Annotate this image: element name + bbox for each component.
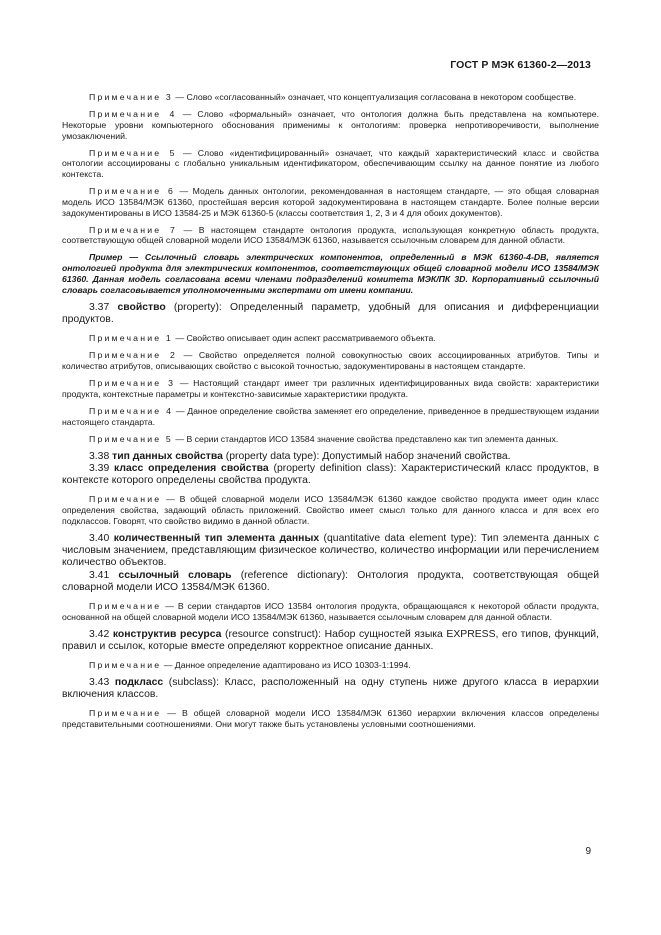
definition-term: подкласс [114, 676, 164, 688]
note-label: Примечание 5 [89, 147, 177, 158]
definition-term: свойство [117, 302, 166, 313]
definition-text: (resource construct): Набор сущностей языка EXPRESS, его типов, функций, правил и ссылок, которые вместе определяют корректное описание данных. [62, 628, 599, 652]
note-label: Примечание [89, 708, 162, 719]
note-text: — В общей словарной модели ИСО 13584/МЭК 61360 иерархии включения классов определены представительными соотношениями. Они могут также быть установлены условными соотношениями. [62, 708, 599, 729]
standard-header: ГОСТ Р МЭК 61360-2—2013 [450, 59, 591, 71]
note-text: — Модель данных онтологии, рекомендованная в настоящем стандарте, — это общая словарная модель ИСО 13584/МЭК 61360, простейшая версия которой задокументирована в настоящем стандарте. Более полные версии задокументированы в ИСО 13584-25 и МЭК 61360-5 (классы соответствия 1, 2, 3 и 4 для обоих документов). [62, 186, 599, 218]
note-text: — Слово «формальный» означает, что онтология должна быть представлена на компьютере. Некоторые уровни компьютерного обоснования применимы к онтологиям: проверка непротиворечивости, выполнение умозаключений. [62, 109, 599, 141]
note-label: Примечание [89, 494, 162, 505]
definition-paragraph [62, 463, 599, 488]
note-text: — Слово «идентифицированный» означает, что каждый характеристический класс и свойства онтологии ассоциированы с глобально уникальным идентификатором, обеспечивающим ссылку на данное понятие из любого контекста. [62, 147, 599, 179]
note-paragraph [62, 109, 599, 141]
definition-number: 3.42 [89, 628, 113, 640]
note-text: — Настоящий стандарт имеет три различных идентифицированных вида свойств: характеристики продукта, контекстные параметры и контекстно-зависимые характеристики продукта. [62, 378, 599, 399]
definition-number: 3.39 [89, 463, 115, 475]
note-text: — В серии стандартов ИСО 13584 значение свойства представлено как тип элемента данных. [172, 433, 559, 444]
note-paragraph [62, 601, 599, 622]
note-paragraph [62, 148, 599, 180]
note-label: Примечание 2 [89, 350, 178, 361]
note-paragraph [62, 708, 599, 729]
note-text: — В общей словарной модели ИСО 13584/МЭК 61360 каждое свойство продукта имеет один класс определения свойства, задающий область приложений. Свойство имеет смысл только для данного класса и для всех его подклассов. Говорят, что свойство видимо в данной области. [62, 494, 599, 526]
document-body [62, 92, 599, 736]
definition-number: 3.38 [89, 450, 113, 462]
definition-text: (quantitative data element type): Тип элемента данных с числовым значением, представляющим физическое количество, количество информации или перечислением количество объектов. [62, 532, 599, 569]
definition-text: (property data type): Допустимый набор значений свойства. [222, 450, 511, 462]
note-label: Примечание 4 [89, 405, 174, 416]
definition-text: (property definition class): Характеристический класс продуктов, в контексте которого определены свойства продукта. [62, 463, 599, 487]
definition-number: 3.41 [89, 569, 119, 581]
note-label: Примечание 6 [89, 186, 176, 197]
note-paragraph [62, 350, 599, 371]
note-text: — Данное определение свойства заменяет его определение, приведенное в предшествующем издании настоящего стандарта. [62, 405, 599, 427]
note-text: — Свойство определяется полной совокупностью своих ассоциированных атрибутов. Типы и количество атрибутов, описывающих свойство с высокой точностью, задокументированы в настоящем стандарте. [62, 350, 599, 371]
definition-term: класс определения свойства [114, 463, 269, 475]
definition-text: (subclass): Класс, расположенный на одну ступень ниже другого класса в иерархии включения классов. [62, 676, 599, 701]
definition-number: 3.43 [89, 676, 115, 688]
definition-paragraph [62, 629, 599, 654]
note-paragraph [62, 434, 599, 445]
note-text: — Свойство описывает один аспект рассматриваемого объекта. [172, 333, 436, 344]
note-text: — Данное определение адаптировано из ИСО 10303-1:1994. [161, 659, 411, 670]
note-text: — В серии стандартов ИСО 13584 онтология продукта, обращающаяся к некоторой области продукта, основанной на общей словарной модели ИСО 13584/МЭК 61360, называется ссылочным словарем для данной области. [62, 600, 599, 622]
note-paragraph [62, 494, 599, 526]
note-paragraph [62, 225, 599, 246]
definition-text: (property): Определенный параметр, удобный для описания и дифференциации продуктов. [62, 302, 599, 326]
note-label: Примечание [89, 659, 162, 670]
page-number: 9 [585, 846, 591, 857]
note-label: Примечание [89, 600, 162, 611]
note-label: Примечание 5 [89, 433, 173, 444]
note-paragraph [62, 406, 599, 427]
note-paragraph [62, 333, 599, 344]
definition-paragraph [62, 677, 599, 702]
definition-paragraph [62, 451, 599, 463]
definition-term: конструктив ресурса [112, 628, 222, 640]
note-text: — Слово «согласованный» означает, что концептуализация согласована в некотором сообществе. [172, 92, 577, 102]
note-paragraph [62, 92, 599, 103]
example-paragraph: Пример — Ссылочный словарь электрических компонентов, определенный в МЭК 61360-4-DB, является онтологией продукта для электрических компонентов, соответствующих общей словарной модели ИСО 13584/МЭК 61360. Данная модель согласована всеми членами подразделений комитета МЭК/ПК 3D. Корпоративный ссылочный словарь согласовывается уполномоченными экспертами от имени компании. [62, 252, 599, 295]
note-label: Примечание 4 [89, 109, 177, 120]
note-label: Примечание 7 [89, 224, 178, 235]
definition-paragraph [62, 302, 599, 327]
definition-term: количественный тип элемента данных [113, 532, 320, 544]
definition-paragraph [62, 533, 599, 570]
definition-term: тип данных свойства [112, 450, 223, 462]
definition-term: ссылочный словарь [118, 569, 232, 581]
definition-number: 3.40 [89, 532, 114, 544]
note-text: — В настоящем стандарте онтология продукта, использующая конкретную область продукта, соответствующую общей словарной модели ИСО 13584/МЭК 61360, называется ссылочным словарем для данной области. [62, 224, 599, 246]
note-label: Примечание 1 [89, 333, 173, 344]
note-paragraph [62, 186, 599, 218]
note-label: Примечание 3 [89, 378, 176, 389]
note-label: Примечание 3 [89, 92, 173, 102]
definition-text: (reference dictionary): Онтология продукта, соответствующая общей словарной модели ИСО 13584/МЭК 61360. [62, 569, 599, 593]
note-paragraph [62, 378, 599, 399]
definition-number: 3.37 [89, 302, 118, 313]
note-paragraph [62, 660, 599, 671]
definition-paragraph [62, 570, 599, 595]
